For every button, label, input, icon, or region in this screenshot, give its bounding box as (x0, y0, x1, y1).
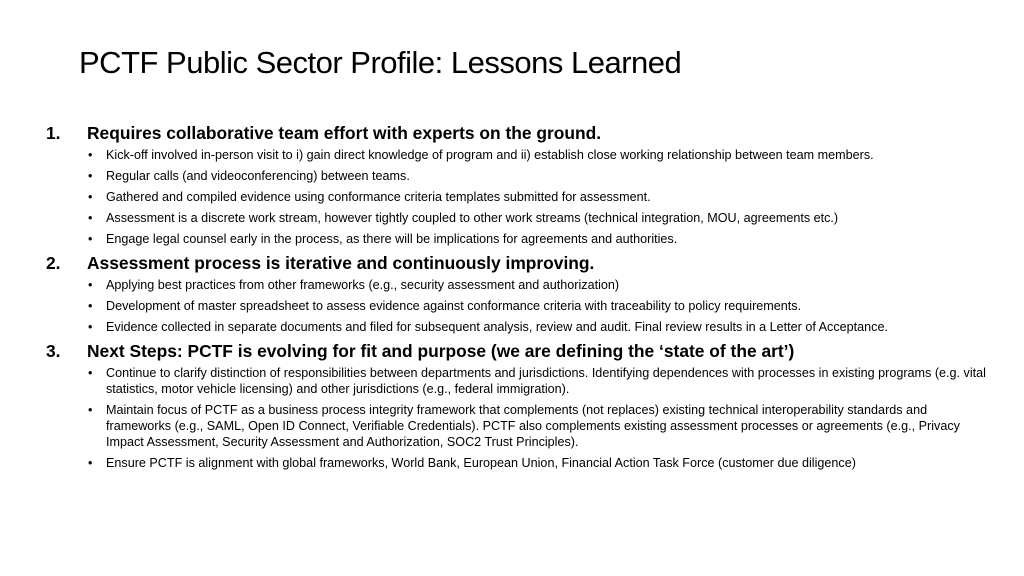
bullet-icon: • (88, 456, 93, 470)
bullet-item (87, 277, 990, 293)
bullet-text: Maintain focus of PCTF as a business process integrity framework that complements (not replaces) existing technical interoperability standards and frameworks (e.g., SAML, Open ID Connect, Verifiable Credentials). PCTF also complements existing assessment processes or agreements (e.g., Privacy Impact Assessment, Security Assessment and Authorization, SOC2 Trust Principles). (106, 403, 960, 449)
bullet-text: Evidence collected in separate documents and filed for subsequent analysis, review and audit. Final review results in a Letter of Acceptance. (106, 320, 888, 334)
bullet-item (87, 319, 990, 335)
bullet-item (87, 147, 990, 163)
bullet-item (87, 231, 990, 247)
bullet-item (87, 455, 990, 471)
section-3 (46, 340, 990, 471)
bullet-text: Gathered and compiled evidence using conformance criteria templates submitted for assessment. (106, 190, 651, 204)
section-number: 2. (46, 253, 61, 273)
bullet-icon: • (88, 211, 93, 225)
bullet-icon: • (88, 299, 93, 313)
bullet-item (87, 402, 990, 450)
bullet-text: Kick-off involved in-person visit to i) gain direct knowledge of program and ii) establish close working relationship between team members. (106, 148, 874, 162)
bullet-list (46, 277, 990, 335)
slide-body (46, 122, 990, 476)
bullet-text: Continue to clarify distinction of responsibilities between departments and jurisdictions. Identifying dependences with processes in existing programs (e.g. vital statistics, motor vehicle licensing) and other jurisdictions (e.g., federal immigration). (106, 366, 986, 396)
bullet-text: Regular calls (and videoconferencing) between teams. (106, 169, 410, 183)
bullet-icon: • (88, 278, 93, 292)
bullet-icon: • (88, 190, 93, 204)
bullet-list (46, 147, 990, 247)
section-heading (46, 252, 990, 274)
bullet-item (87, 365, 990, 397)
bullet-text: Development of master spreadsheet to assess evidence against conformance criteria with traceability to policy requirements. (106, 299, 802, 313)
section-number: 1. (46, 123, 61, 143)
bullet-item (87, 189, 990, 205)
bullet-item (87, 168, 990, 184)
bullet-item (87, 210, 990, 226)
bullet-item (87, 298, 990, 314)
bullet-text: Assessment is a discrete work stream, however tightly coupled to other work streams (technical integration, MOU, agreements etc.) (106, 211, 839, 225)
section-heading-text: Assessment process is iterative and continuously improving. (87, 253, 595, 273)
section-heading (46, 340, 990, 362)
bullet-text: Ensure PCTF is alignment with global frameworks, World Bank, European Union, Financial Action Task Force (customer due diligence) (106, 456, 856, 470)
section-heading-text: Next Steps: PCTF is evolving for fit and purpose (we are defining the ‘state of the art’) (87, 341, 795, 361)
section-1 (46, 122, 990, 247)
section-heading-text: Requires collaborative team effort with experts on the ground. (87, 123, 602, 143)
section-number: 3. (46, 341, 61, 361)
bullet-text: Engage legal counsel early in the process, as there will be implications for agreements and authorities. (106, 232, 678, 246)
slide-title: PCTF Public Sector Profile: Lessons Learned (79, 45, 682, 80)
section-2 (46, 252, 990, 335)
bullet-icon: • (88, 403, 93, 417)
bullet-icon: • (88, 366, 93, 380)
bullet-icon: • (88, 232, 93, 246)
bullet-icon: • (88, 320, 93, 334)
bullet-icon: • (88, 148, 93, 162)
section-heading (46, 122, 990, 144)
bullet-text: Applying best practices from other frameworks (e.g., security assessment and authorization) (106, 278, 620, 292)
bullet-icon: • (88, 169, 93, 183)
bullet-list (46, 365, 990, 471)
